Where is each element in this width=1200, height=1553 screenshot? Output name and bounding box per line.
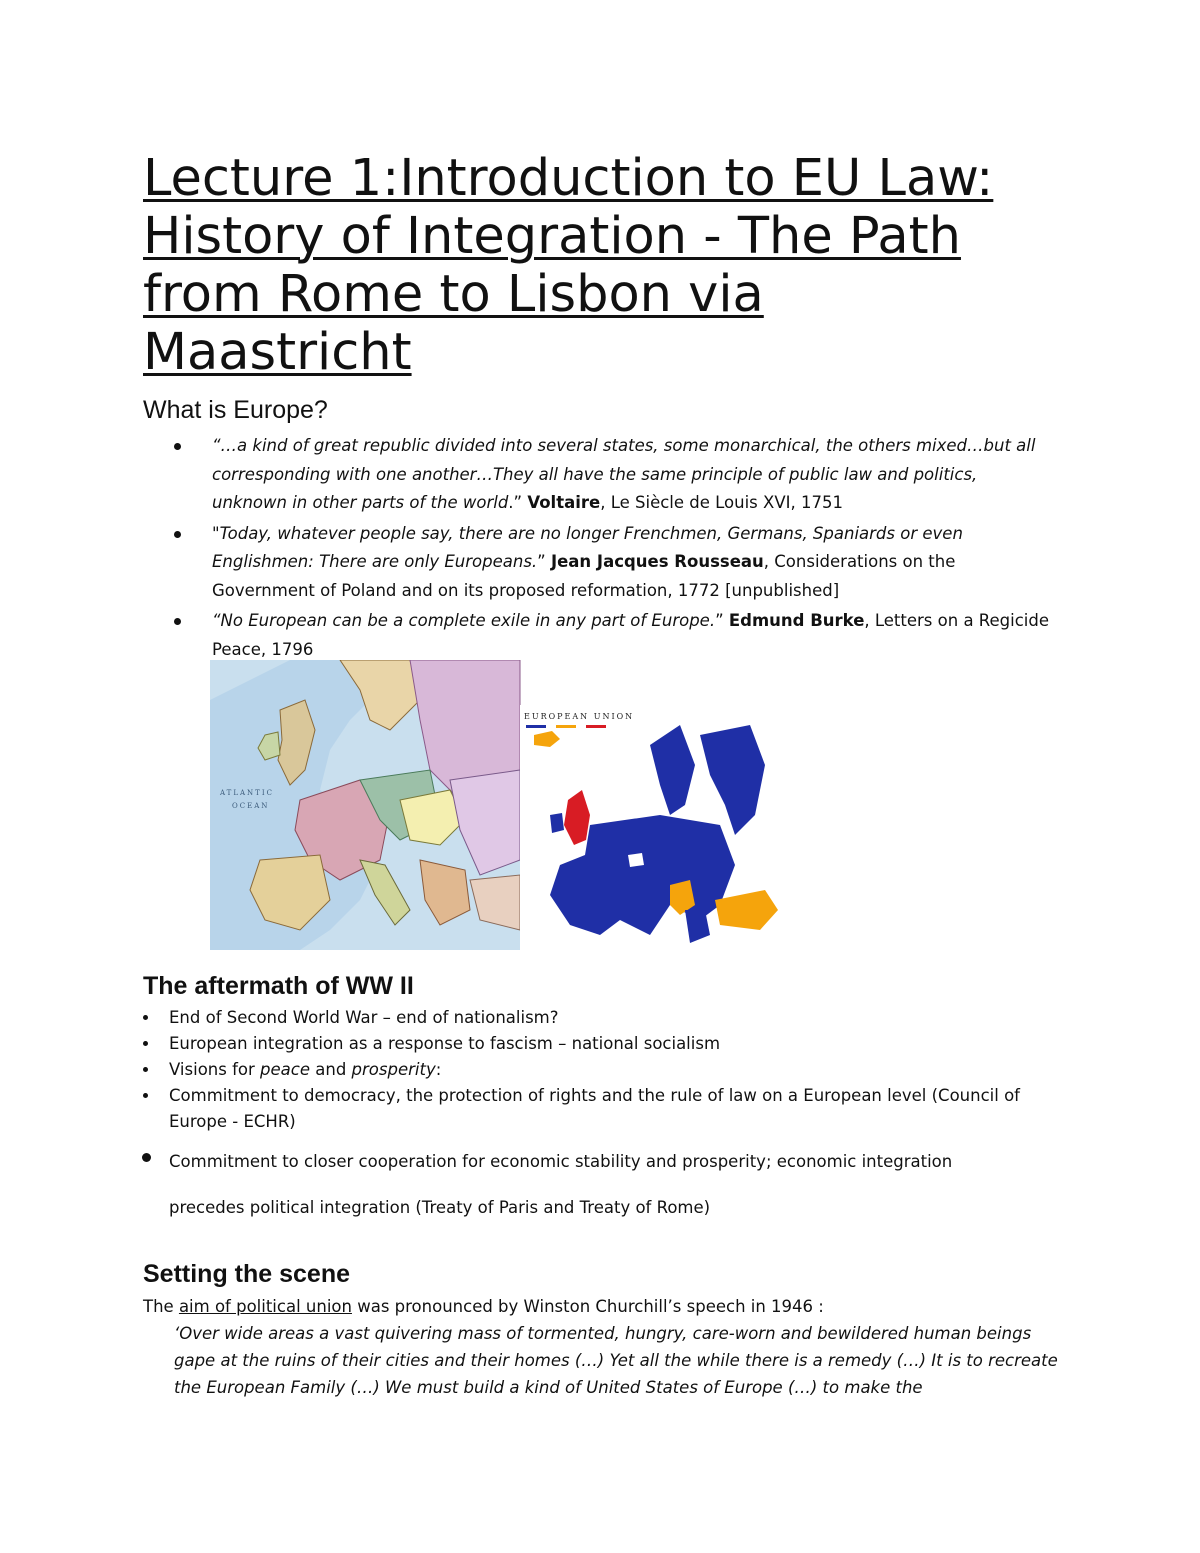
aim-link-text: aim of political union (178, 1297, 352, 1316)
quote-author: Voltaire (527, 493, 601, 512)
list-item (174, 432, 1054, 518)
section-heading-aftermath: The aftermath of WW II (143, 972, 414, 1000)
title-line-1: Lecture 1:Introduction to EU Law: (143, 149, 994, 208)
list-item (143, 1005, 1063, 1031)
list-item (174, 607, 1054, 664)
list-item-text-pre: Visions for (169, 1060, 261, 1079)
list-item (143, 1083, 1063, 1135)
bullet-icon (174, 618, 181, 625)
list-item-text-mid: and (310, 1060, 352, 1079)
list-item-text-line-1: Commitment to closer cooperation for economic stability and prosperity; economic integration (169, 1152, 953, 1171)
list-item-text-post: : (435, 1060, 442, 1079)
bullet-icon (174, 531, 181, 538)
title-line-3: from Rome to Lisbon via (143, 265, 764, 324)
eu-map-title: EUROPEAN UNION (524, 712, 635, 721)
emphasis-prosperity: prosperity (351, 1060, 436, 1079)
quote-source: , Considerations on the Government of Poland and on its proposed reformation, 1772 [unpublished] (212, 552, 956, 600)
quote-text: “No European can be a complete exile in any part of Europe. (212, 611, 716, 630)
quote-close: ” (537, 552, 551, 571)
intro-pre: The (143, 1297, 179, 1316)
maps-svg (210, 660, 790, 955)
emphasis-peace: peace (260, 1060, 310, 1079)
list-item (143, 1031, 1063, 1057)
aftermath-list (143, 1005, 1063, 1221)
list-item (174, 520, 1054, 606)
quote-list (174, 432, 1054, 666)
list-item-text: European integration as a response to fascism – national socialism (169, 1034, 721, 1053)
bullet-icon (143, 1015, 148, 1020)
maps-figure (210, 660, 790, 959)
quote-text: "Today, whatever people say, there are no longer Frenchmen, Germans, Spaniards or even Englishmen: There are only Europeans. (212, 523, 963, 571)
quote-close: ” (715, 611, 729, 630)
list-item (143, 1149, 1063, 1221)
bullet-icon (143, 1041, 148, 1046)
title-line-4: Maastricht (143, 323, 412, 382)
page-title (143, 150, 1063, 382)
title-line-2: History of Integration - The Path (143, 207, 961, 266)
quote-author: Jean Jacques Rousseau (550, 552, 764, 571)
quote-author: Edmund Burke (728, 611, 865, 630)
quote-source: , Letters on a Regicide Peace, 1796 (212, 611, 1050, 659)
ocean-label: OCEAN (232, 802, 270, 810)
list-item-text-line-2: precedes political integration (Treaty of Paris and Treaty of Rome) (169, 1198, 711, 1217)
quote-close: .” (508, 493, 528, 512)
quote-source: , Le Siècle de Louis XVI, 1751 (600, 493, 843, 512)
ocean-label: ATLANTIC (220, 789, 274, 797)
section-heading-setting-scene: Setting the scene (143, 1260, 350, 1288)
intro-post: was pronounced by Winston Churchill’s speech in 1946 : (351, 1297, 824, 1316)
intro-paragraph (143, 1294, 1063, 1320)
list-item-text: Commitment to democracy, the protection of rights and the rule of law on a European level (Council of Europe - ECHR) (169, 1086, 1020, 1131)
list-item (143, 1057, 1063, 1083)
churchill-quote: ‘Over wide areas a vast quivering mass of tormented, hungry, care-worn and bewildered human beings gape at the ruins of their cities and their homes (…) Yet all the while there is a remedy (…) It is to recreate the European Family (…) We must build a kind of United States of Europe (…) to make the (174, 1324, 1058, 1397)
historic-europe-map (210, 660, 520, 950)
bullet-icon (143, 1067, 148, 1072)
list-item-text: End of Second World War – end of nationalism? (169, 1008, 559, 1027)
quote-text: “…a kind of great republic divided into several states, some monarchical, the others mixed…but all corresponding with one another…They all have the same principle of public law and politics, unknown in other parts of the world (212, 436, 1036, 512)
bullet-icon (143, 1093, 148, 1098)
bullet-icon (174, 443, 181, 450)
section-heading-what-is-europe: What is Europe? (143, 396, 328, 424)
bullet-icon (142, 1153, 151, 1162)
european-union-map (520, 705, 780, 950)
